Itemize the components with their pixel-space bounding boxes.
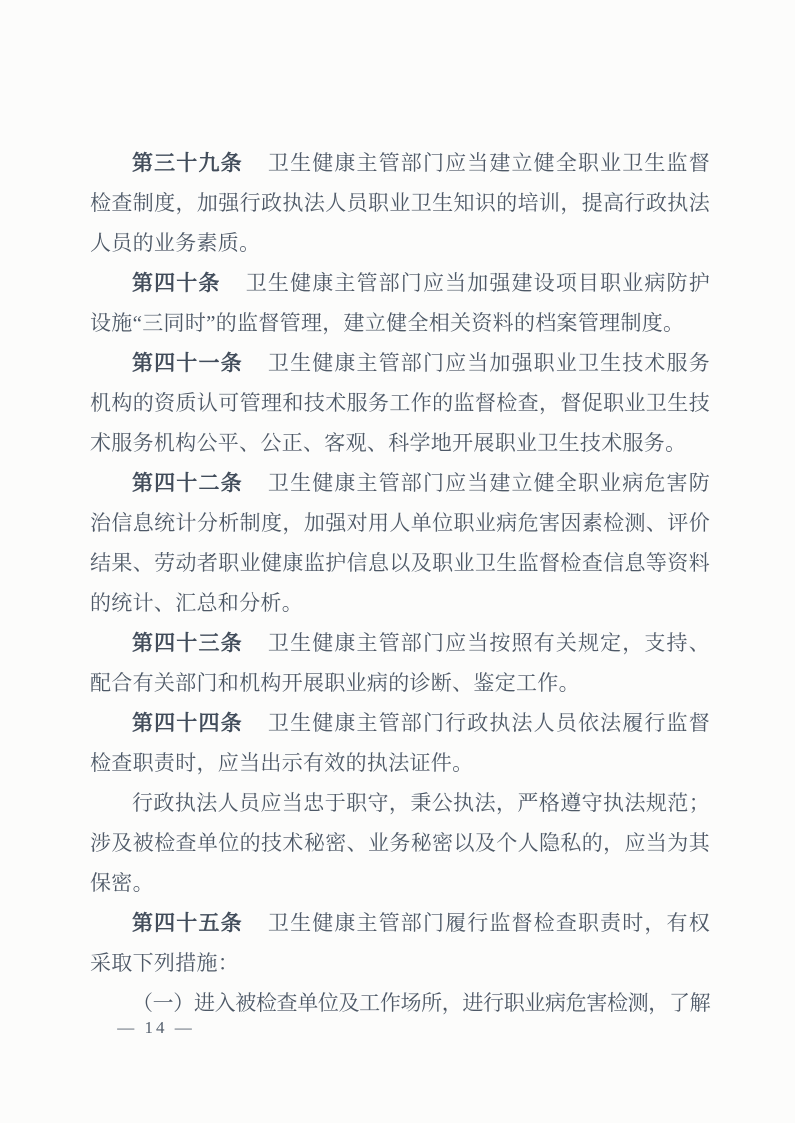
article-41-number: 第四十一条: [132, 351, 243, 375]
paragraph-article-44: [90, 703, 710, 783]
article-42-number: 第四十二条: [132, 471, 243, 495]
item-one-text: （一）进入被检查单位及工作场所，进行职业病危害检测，了解: [132, 991, 710, 1015]
article-45-text: 卫生健康主管部门履行监督检查职责时，有权采取下列措施：: [90, 911, 711, 975]
article-43-text: 卫生健康主管部门应当按照有关规定，支持、配合有关部门和机构开展职业病的诊断、鉴定工作。: [90, 631, 711, 695]
paragraph-article-43: [90, 623, 710, 703]
article-42-text: 卫生健康主管部门应当建立健全职业病危害防治信息统计分析制度，加强对用人单位职业病危害因素检测、评价结果、劳动者职业健康监护信息以及职业卫生监督检查信息等资料的统计、汇总和分析。: [90, 471, 711, 615]
paragraph-enforcement-duty: [90, 783, 710, 903]
paragraph-article-42: [90, 463, 710, 623]
article-44-text: 卫生健康主管部门行政执法人员依法履行监督检查职责时，应当出示有效的执法证件。: [90, 711, 711, 775]
article-45-number: 第四十五条: [132, 911, 243, 935]
article-44-number: 第四十四条: [132, 711, 243, 735]
article-41-text: 卫生健康主管部门应当加强职业卫生技术服务机构的资质认可管理和技术服务工作的监督检查，督促职业卫生技术服务机构公平、公正、客观、科学地开展职业卫生技术服务。: [90, 351, 711, 455]
document-body: [90, 143, 710, 1023]
article-39-text: 卫生健康主管部门应当建立健全职业卫生监督检查制度，加强行政执法人员职业卫生知识的培训，提高行政执法人员的业务素质。: [90, 151, 711, 255]
article-40-number: 第四十条: [132, 271, 221, 295]
page-number: — 14 —: [117, 1018, 195, 1037]
paragraph-article-40: [90, 263, 710, 343]
article-43-number: 第四十三条: [132, 631, 243, 655]
paragraph-item-one: [90, 983, 710, 1023]
paragraph-article-39: [90, 143, 710, 263]
paragraph-article-45: [90, 903, 710, 983]
enforcement-duty-text: 行政执法人员应当忠于职守，秉公执法，严格遵守执法规范；涉及被检查单位的技术秘密、业务秘密以及个人隐私的，应当为其保密。: [90, 791, 710, 895]
paragraph-article-41: [90, 343, 710, 463]
article-40-text: 卫生健康主管部门应当加强建设项目职业病防护设施“三同时”的监督管理，建立健全相关资料的档案管理制度。: [90, 271, 710, 335]
article-39-number: 第三十九条: [132, 151, 243, 175]
